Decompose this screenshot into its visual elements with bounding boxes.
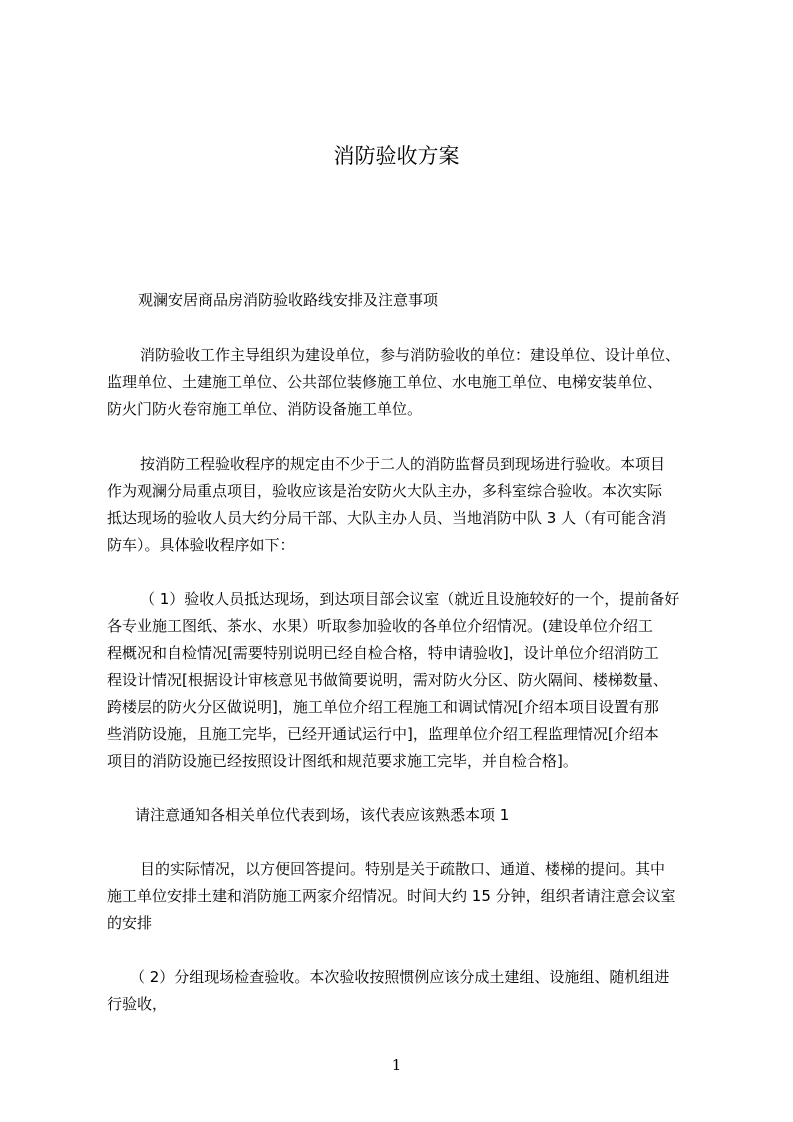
paragraph-line: 抵达现场的验收人员大约分局干部、大队主办人员、当地消防中队 3 人（有可能含消 [107,509,667,527]
paragraph-line: 施工单位安排土建和消防施工两家介绍情况。时间大约 15 分钟，组织者请注意会议室 [107,887,676,905]
paragraph-line: 请注意通知各相关单位代表到场，该代表应该熟悉本项 1 [135,806,510,824]
paragraph-line: 些消防设施，且施工完毕，已经开通试运行中]，监理单位介绍工程监理情况[介绍本 [107,725,659,743]
paragraph-line: 跨楼层的防火分区做说明]，施工单位介绍工程施工和调试情况[介绍本项目设置有那 [107,698,659,716]
paragraph-line: （ 1）验收人员抵达现场，到达项目部会议室（就近且设施较好的一个，提前备好 [140,590,680,608]
paragraph-line: 防车）。具体验收程序如下： [107,536,295,554]
document-title: 消防验收方案 [333,144,460,168]
paragraph-line: 目的实际情况，以方便回答提问。特别是关于疏散口、通道、楼梯的提问。其中 [140,860,666,878]
paragraph-line: 按消防工程验收程序的规定由不少于二人的消防监督员到现场进行验收。本项目 [140,455,666,473]
paragraph-line: （ 2）分组现场检查验收。本次验收按照惯例应该分成土建组、设施组、随机组进 [130,968,670,986]
page-number: 1 [391,1056,402,1074]
paragraph-line: 各专业施工图纸、茶水、水果）听取参加验收的各单位介绍情况。(建设单位介绍工 [107,617,653,635]
paragraph-line: 的安排 [107,914,153,932]
paragraph-line: 行验收， [107,995,168,1013]
paragraph-line: 程设计情况[根据设计审核意见书做简要说明，需对防火分区、防火隔间、楼梯数量、 [107,671,668,689]
paragraph-line: 监理单位、土建施工单位、公共部位装修施工单位、水电施工单位、电梯安装单位、 [107,373,663,391]
paragraph-line: 作为观澜分局重点项目，验收应该是治安防火大队主办，多科室综合验收。本次实际 [107,482,663,500]
paragraph-line: 程概况和自检情况[需要特别说明已经自检合格，特申请验收]，设计单位介绍消防工 [107,644,659,662]
paragraph-line: 防火门防火卷帘施工单位、消防设备施工单位。 [107,400,423,418]
paragraph-line: 项目的消防设施已经按照设计图纸和规范要求施工完毕，并自检合格]。 [107,752,578,770]
paragraph-line: 消防验收工作主导组织为建设单位，参与消防验收的单位：建设单位、设计单位、 [140,346,681,364]
document-subtitle: 观澜安居商品房消防验收路线安排及注意事项 [138,291,439,309]
